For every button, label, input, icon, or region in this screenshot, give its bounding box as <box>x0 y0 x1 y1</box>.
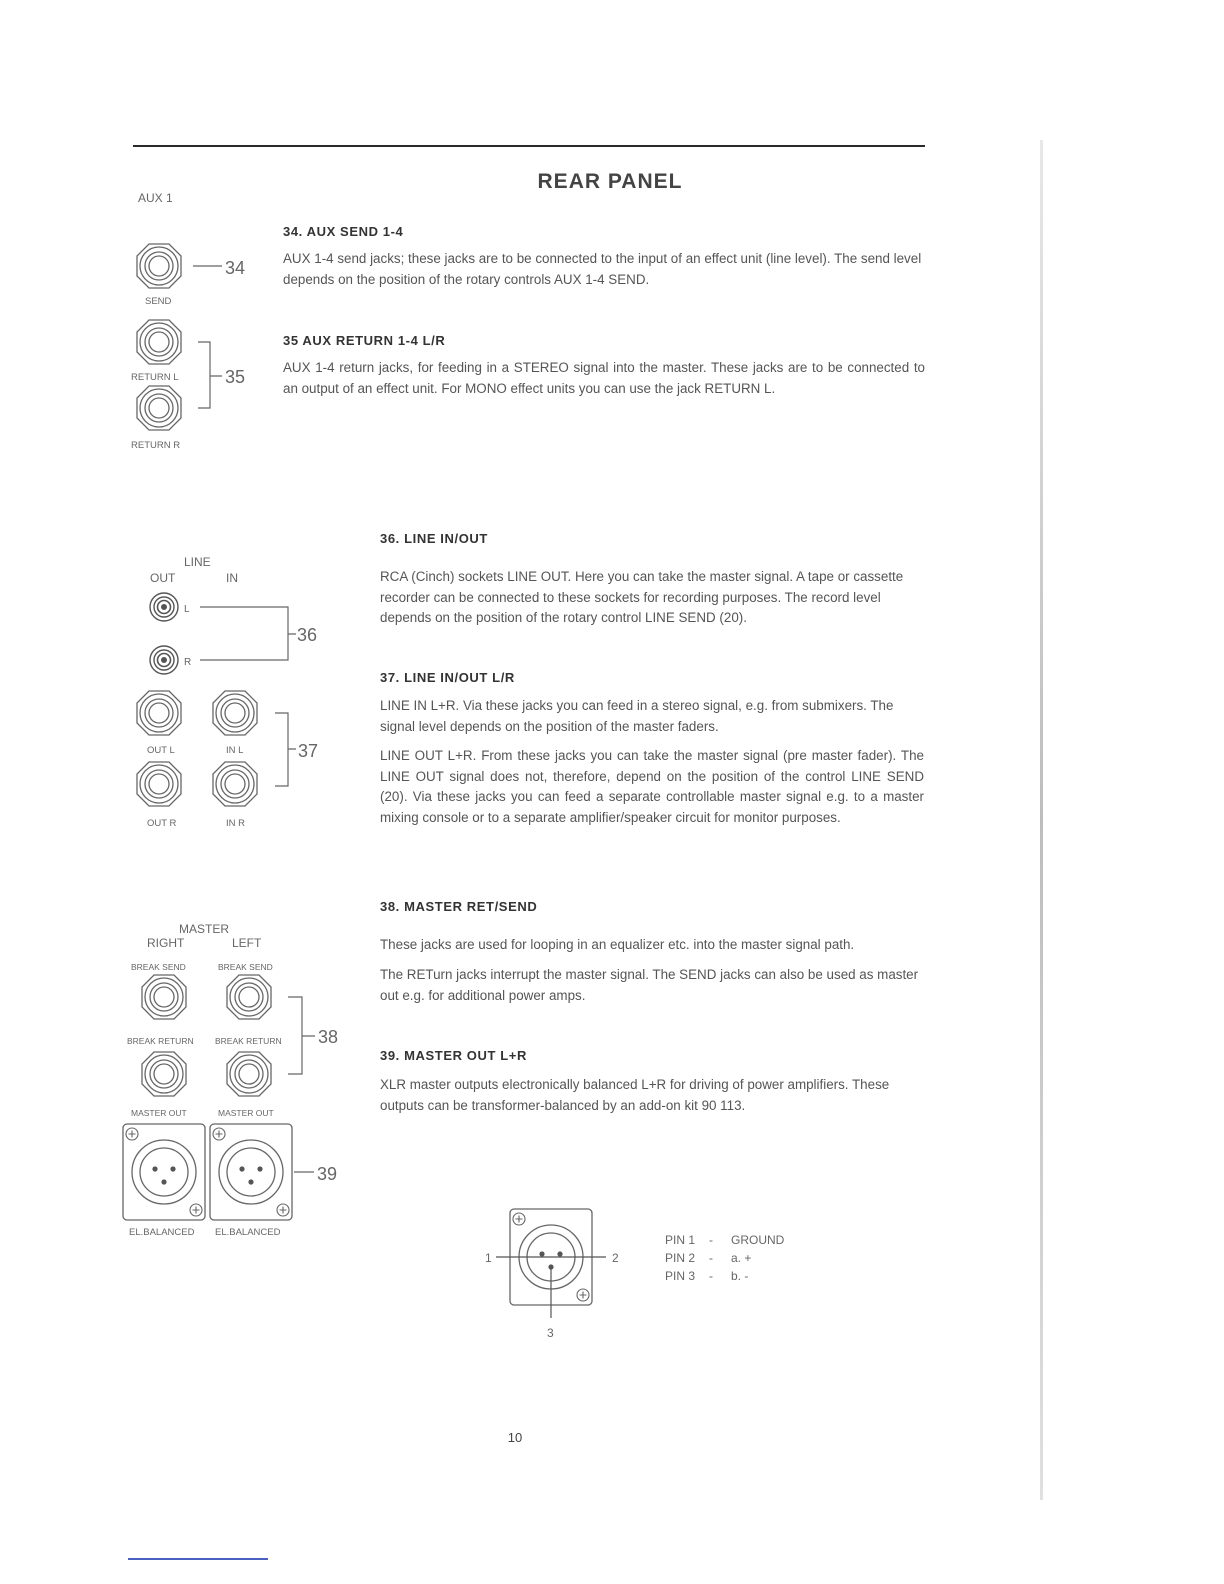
section-text-38b: The RETurn jacks interrupt the master signal. The SEND jacks can also be used as master out e.g. for additional power amps. <box>380 967 919 1003</box>
break-send-left-label: BREAK SEND <box>218 962 273 972</box>
page-number: 10 <box>507 1430 523 1445</box>
master-out-right-label: MASTER OUT <box>131 1108 187 1118</box>
line-in-r-jack[interactable] <box>213 762 257 806</box>
pinout-row: PIN 3 - b. - <box>665 1269 749 1283</box>
section-heading-36: 36. LINE IN/OUT <box>380 531 488 546</box>
aux-title: AUX 1 <box>138 191 173 205</box>
section-heading-38: 38. MASTER RET/SEND <box>380 899 538 914</box>
xlr-pin3-number: 3 <box>547 1326 554 1340</box>
xlr-pin1-number: 1 <box>485 1251 492 1265</box>
el-balanced-left-label: EL.BALANCED <box>215 1227 281 1238</box>
break-return-left-label: BREAK RETURN <box>215 1036 282 1046</box>
rca-out-r-socket[interactable] <box>150 646 178 674</box>
rca-r-label: R <box>184 657 192 668</box>
line-in-l-jack[interactable] <box>213 691 257 735</box>
aux-send-jack[interactable] <box>137 244 181 288</box>
aux-return-l-jack[interactable] <box>137 320 181 364</box>
page-title: REAR PANEL <box>537 170 683 193</box>
master-title: MASTER <box>179 922 230 936</box>
master-left-label: LEFT <box>232 936 262 950</box>
callout-36: 36 <box>297 625 318 645</box>
break-send-right-jack[interactable] <box>142 975 186 1019</box>
line-out-r-label: OUT R <box>147 818 177 829</box>
callout-39: 39 <box>317 1164 338 1184</box>
section-text-39: XLR master outputs electronically balanced L+R for driving of power amplifiers. These outputs can be transformer-balanced by an add-on kit 90 113. <box>380 1077 890 1113</box>
line-out-l-label: OUT L <box>147 745 175 756</box>
master-out-left-xlr[interactable] <box>210 1124 292 1220</box>
section-heading-34: 34. AUX SEND 1-4 <box>283 224 404 239</box>
callout-35: 35 <box>225 367 246 387</box>
line-in-l-label: IN L <box>226 745 244 756</box>
aux-return-r-label: RETURN R <box>131 440 181 451</box>
aux-return-l-label: RETURN L <box>131 372 179 383</box>
line-in-label: IN <box>226 571 238 585</box>
line-in-r-label: IN R <box>226 818 245 829</box>
break-return-left-jack[interactable] <box>227 1052 271 1096</box>
aux-return-r-jack[interactable] <box>137 386 181 430</box>
section-text-35: AUX 1-4 return jacks, for feeding in a STEREO signal into the master. These jacks are to be connected to an output of an effect unit. For MONO effect units you can use the jack RETURN L. <box>283 360 925 396</box>
break-return-right-label: BREAK RETURN <box>127 1036 194 1046</box>
master-out-right-xlr[interactable] <box>123 1124 205 1220</box>
pinout-row: PIN 1 - GROUND <box>665 1233 785 1247</box>
pinout-row: PIN 2 - a. + <box>665 1251 752 1265</box>
section-heading-39: 39. MASTER OUT L+R <box>380 1048 527 1063</box>
line-out-label: OUT <box>150 571 176 585</box>
callout-34: 34 <box>225 258 246 278</box>
section-text-37b: LINE OUT L+R. From these jacks you can take the master signal (pre master fader). The LINE OUT signal does not, therefore, depend on the position of the control LINE SEND (20). Via these jacks you can feed a separate controllable master signal e.g. to a master mixing console or to a separate amplifier/speaker circuit for monitor purposes. <box>380 748 924 825</box>
callout-37: 37 <box>298 741 319 761</box>
master-right-label: RIGHT <box>147 936 185 950</box>
section-text-37a: LINE IN L+R. Via these jacks you can feed in a stereo signal, e.g. from submixers. The signal level depends on the position of the master faders. <box>380 698 894 734</box>
xlr-pin2-number: 2 <box>612 1251 619 1265</box>
aux-send-label: SEND <box>145 296 172 307</box>
section-heading-37: 37. LINE IN/OUT L/R <box>380 670 515 685</box>
line-out-r-jack[interactable] <box>137 762 181 806</box>
break-send-right-label: BREAK SEND <box>131 962 186 972</box>
break-return-right-jack[interactable] <box>142 1052 186 1096</box>
line-out-l-jack[interactable] <box>137 691 181 735</box>
master-out-left-label: MASTER OUT <box>218 1108 274 1118</box>
line-title: LINE <box>184 555 211 569</box>
callout-38: 38 <box>318 1027 339 1047</box>
xlr-pinout-diagram <box>496 1209 606 1318</box>
rca-out-l-socket[interactable] <box>150 593 178 621</box>
break-send-left-jack[interactable] <box>227 975 271 1019</box>
pinout-table <box>665 1231 784 1285</box>
section-text-38a: These jacks are used for looping in an equalizer etc. into the master signal path. <box>380 937 855 952</box>
section-text-36: RCA (Cinch) sockets LINE OUT. Here you can take the master signal. A tape or cassette recorder can be connected to these sockets for recording purposes. The record level depends on the position of the rotary control LINE SEND (20). <box>380 569 904 625</box>
rca-l-label: L <box>184 604 190 615</box>
footer-line <box>128 1558 268 1560</box>
section-heading-35: 35 AUX RETURN 1-4 L/R <box>283 333 446 348</box>
section-text-34: AUX 1-4 send jacks; these jacks are to be connected to the input of an effect unit (line level). The send level depends on the position of the rotary controls AUX 1-4 SEND. <box>283 251 922 287</box>
el-balanced-right-label: EL.BALANCED <box>129 1227 195 1238</box>
